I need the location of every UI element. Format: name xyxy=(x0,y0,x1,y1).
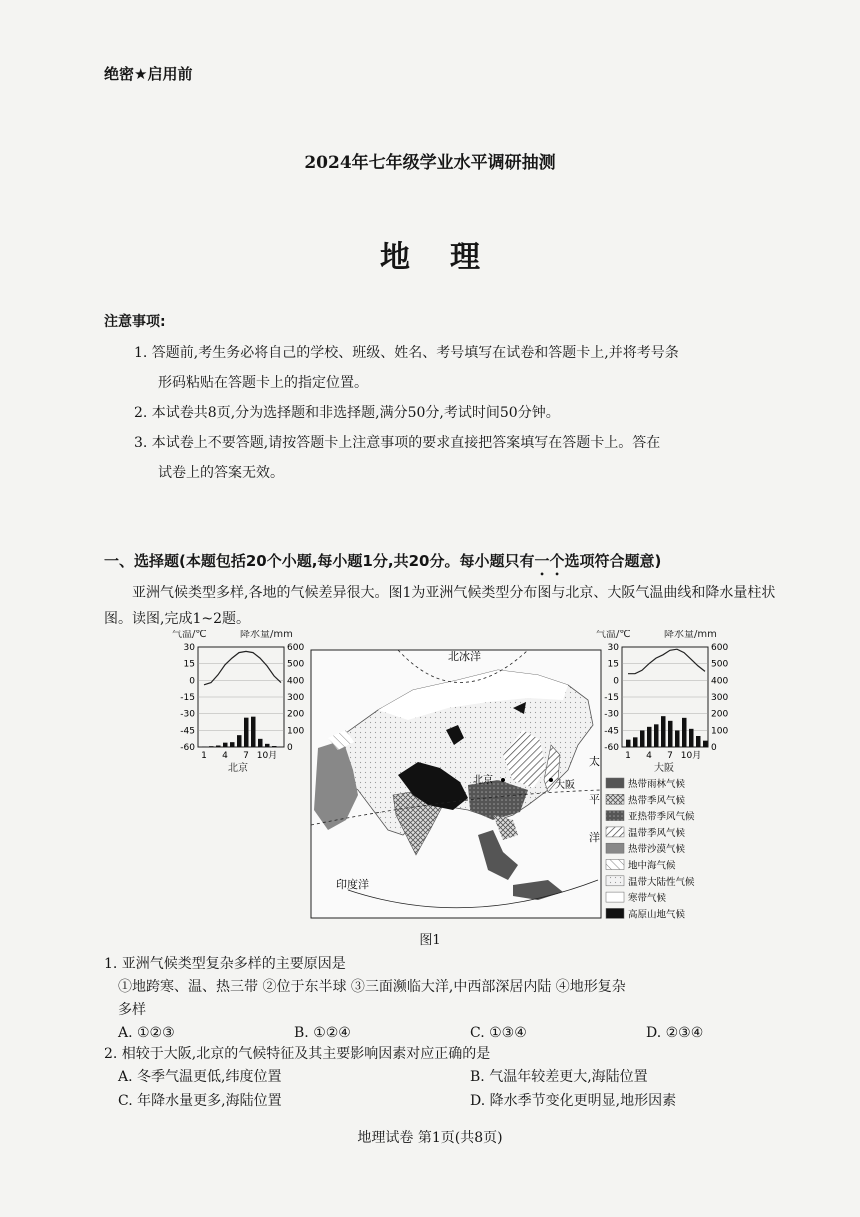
bj-temp-curve xyxy=(204,651,281,684)
os-city-label: 大阪 xyxy=(654,763,674,774)
bj-precip-bar xyxy=(230,742,235,747)
legend-label: 热带雨林气候 xyxy=(628,779,686,790)
section-heading xyxy=(104,550,661,579)
bj-city-label: 北京 xyxy=(228,763,248,774)
bj-temp-tick: 30 xyxy=(183,643,195,653)
bj-month-tick: 7 xyxy=(243,751,249,761)
os-precip-bar xyxy=(633,737,638,747)
os-temp-curve xyxy=(628,649,705,674)
notice-item-3-cont: 试卷上的答案无效。 xyxy=(158,465,284,481)
legend-swatch xyxy=(606,794,624,804)
section-heading-prefix: 一、选择题(本题包括20个小题,每小题1分,共20分。每小题只有 xyxy=(104,552,535,570)
figure-svg xyxy=(168,630,728,920)
legend-label: 热带沙漠气候 xyxy=(628,844,686,856)
legend-label: 温带季风气候 xyxy=(628,827,686,839)
bj-precip-tick: 0 xyxy=(287,743,293,753)
legend-swatch xyxy=(606,843,624,853)
legend-swatch xyxy=(606,876,624,886)
os-temp-tick: -60 xyxy=(604,743,619,753)
q2-stem: 2. 相较于大阪,北京的气候特征及其主要影响因素对应正确的是 xyxy=(104,1046,491,1062)
os-precip-bar xyxy=(675,731,680,748)
os-temp-tick: 30 xyxy=(607,643,619,653)
bj-precip-axis-label: 降水量/mm xyxy=(240,630,293,640)
q1-option-a: A. ①②③ xyxy=(118,1025,175,1041)
bj-precip-tick: 300 xyxy=(287,693,305,703)
os-precip-bar xyxy=(640,731,645,748)
os-precip-bar xyxy=(696,736,701,747)
os-precip-bars xyxy=(626,716,708,747)
bj-precip-bar xyxy=(258,739,263,747)
os-precip-tick: 600 xyxy=(711,643,728,653)
bj-precip-tick: 200 xyxy=(287,709,305,720)
os-temp-tick: -30 xyxy=(604,709,619,720)
os-precip-bar xyxy=(654,724,659,747)
legend-label: 高原山地气候 xyxy=(628,909,686,920)
bj-precip-bar xyxy=(237,735,242,747)
legend-label: 温带大陆性气候 xyxy=(628,876,695,888)
question-1 xyxy=(104,953,804,1046)
bj-month-tick: 1 xyxy=(201,751,207,761)
bj-temp-tick: 15 xyxy=(183,659,195,670)
os-precip-bar xyxy=(668,721,673,747)
os-precip-bar xyxy=(647,727,652,747)
os-precip-tick: 200 xyxy=(711,709,728,720)
os-precip-axis-label: 降水量/mm xyxy=(664,630,717,640)
q1-option-b: B. ①②④ xyxy=(294,1025,351,1041)
os-month-tick: 7 xyxy=(667,751,673,761)
q2-options-row-2 xyxy=(104,1090,804,1114)
map-label-arctic-ocean: 北冰洋 xyxy=(448,650,481,663)
q2-options-row-1 xyxy=(104,1066,804,1090)
bj-precip-bar xyxy=(244,718,249,747)
q2-option-b: B. 气温年较差更大,海陆位置 xyxy=(470,1069,648,1085)
os-temp-tick: -45 xyxy=(604,726,619,737)
q1-option-c: C. ①③④ xyxy=(470,1025,527,1041)
legend-label: 寒带气候 xyxy=(628,893,667,905)
bj-temp-axis-label: 气温/℃ xyxy=(172,630,207,640)
legend-swatch xyxy=(606,811,624,821)
q1-statements: ①地跨寒、温、热三带 ②位于东半球 ③三面濒临大洋,中西部深居内陆 ④地形复杂 xyxy=(118,979,626,995)
os-month-tick: 10月 xyxy=(680,751,702,761)
bj-precip-bar xyxy=(223,743,228,747)
question-intro: 亚洲气候类型多样,各地的气候差异很大。图1为亚洲气候类型分布图与北京、大阪气温曲线和降水量柱状图。读图,完成1~2题。 xyxy=(104,585,776,627)
os-precip-tick: 300 xyxy=(711,693,728,703)
os-precip-bar xyxy=(703,741,708,747)
bj-temp-tick: 0 xyxy=(189,676,195,687)
legend-swatch xyxy=(606,860,624,870)
os-precip-tick: 400 xyxy=(711,676,728,687)
figure-caption: 图1 xyxy=(419,933,441,948)
os-temp-tick: -15 xyxy=(604,693,619,703)
os-temp-tick: 0 xyxy=(613,676,619,687)
osaka-climate-chart xyxy=(596,630,728,774)
os-precip-bar xyxy=(682,718,687,747)
map-label-pacific-2: 平 xyxy=(589,793,600,806)
map-label-beijing: 北京 xyxy=(473,775,493,786)
bj-temp-tick: -60 xyxy=(180,743,195,753)
page-footer: 地理试卷 第1页(共8页) xyxy=(357,1130,503,1146)
os-precip-tick: 500 xyxy=(711,659,728,670)
map-label-osaka: 大阪 xyxy=(555,780,575,791)
bj-precip-bar xyxy=(251,717,256,747)
os-temp-axis-label: 气温/℃ xyxy=(596,630,631,640)
subject-title: 地理 xyxy=(380,240,520,275)
osaka-dot xyxy=(549,778,553,782)
map-label-indian-ocean: 印度洋 xyxy=(336,878,369,891)
bj-ticks xyxy=(180,643,304,761)
beijing-climate-chart xyxy=(172,630,304,774)
bj-month-tick: 10月 xyxy=(256,751,278,761)
q2-option-a: A. 冬季气温更低,纬度位置 xyxy=(118,1069,282,1085)
section-heading-suffix: 选项符合题意) xyxy=(564,552,662,570)
legend-swatch xyxy=(606,892,624,902)
bj-month-tick: 4 xyxy=(222,751,228,761)
legend-swatch xyxy=(606,827,624,837)
legend-label: 地中海气候 xyxy=(628,860,676,872)
notice-item-2: 2. 本试卷共8页,分为选择题和非选择题,满分50分,考试时间50分钟。 xyxy=(134,405,560,421)
bj-precip-bar xyxy=(209,746,214,747)
notice-item-1: 1. 答题前,考生务必将自己的学校、班级、姓名、考号填写在试卷和答题卡上,并将考号条 xyxy=(134,345,679,361)
section-heading-emphasis: 一个 xyxy=(534,552,565,570)
os-month-tick: 4 xyxy=(646,751,652,761)
os-precip-bar xyxy=(689,729,694,747)
q1-stem: 1. 亚洲气候类型复杂多样的主要原因是 xyxy=(104,956,346,972)
legend-swatch xyxy=(606,778,624,788)
legend-label: 热带季风气候 xyxy=(628,795,686,807)
bj-precip-bar xyxy=(216,746,221,748)
map-label-pacific-1: 太 xyxy=(589,755,600,768)
map-label-pacific-3: 洋 xyxy=(589,831,600,844)
q1-statements-cont: 多样 xyxy=(118,1002,146,1018)
bj-temp-tick: -15 xyxy=(180,693,195,703)
bj-precip-bars xyxy=(202,717,284,747)
notice-heading: 注意事项: xyxy=(104,314,166,330)
bj-temp-tick: -30 xyxy=(180,709,195,720)
exam-title: 2024年七年级学业水平调研抽测 xyxy=(304,153,556,173)
os-precip-bar xyxy=(626,740,631,747)
bj-precip-tick: 400 xyxy=(287,676,305,687)
bj-precip-tick: 500 xyxy=(287,659,305,670)
q1-option-d: D. ②③④ xyxy=(646,1025,704,1041)
os-precip-tick: 100 xyxy=(711,726,728,737)
legend-label: 亚热带季风气候 xyxy=(628,811,695,823)
legend-swatch xyxy=(606,908,624,918)
bj-precip-tick: 600 xyxy=(287,643,305,653)
q2-option-d: D. 降水季节变化更明显,地形因素 xyxy=(470,1093,677,1109)
figure-1 xyxy=(168,630,728,920)
notice-list xyxy=(134,338,794,488)
beijing-dot xyxy=(501,778,505,782)
bj-temp-tick: -45 xyxy=(180,726,195,737)
os-ticks xyxy=(604,643,728,761)
bj-precip-bar xyxy=(202,747,207,748)
q2-option-c: C. 年降水量更多,海陆位置 xyxy=(118,1093,282,1109)
confidential-mark: 绝密★启用前 xyxy=(104,65,193,83)
bj-precip-bar xyxy=(265,744,270,747)
notice-item-1-cont: 形码粘贴在答题卡上的指定位置。 xyxy=(158,375,368,391)
map-legend xyxy=(606,778,695,920)
os-precip-tick: 0 xyxy=(711,743,717,753)
bj-precip-bar xyxy=(272,746,277,747)
notice-item-3: 3. 本试卷上不要答题,请按答题卡上注意事项的要求直接把答案填写在答题卡上。答在 xyxy=(134,435,661,451)
question-2 xyxy=(104,1043,804,1114)
os-precip-bar xyxy=(661,716,666,747)
bj-precip-tick: 100 xyxy=(287,726,305,737)
asia-climate-map xyxy=(311,649,601,918)
os-month-tick: 1 xyxy=(625,751,631,761)
os-temp-tick: 15 xyxy=(607,659,619,670)
